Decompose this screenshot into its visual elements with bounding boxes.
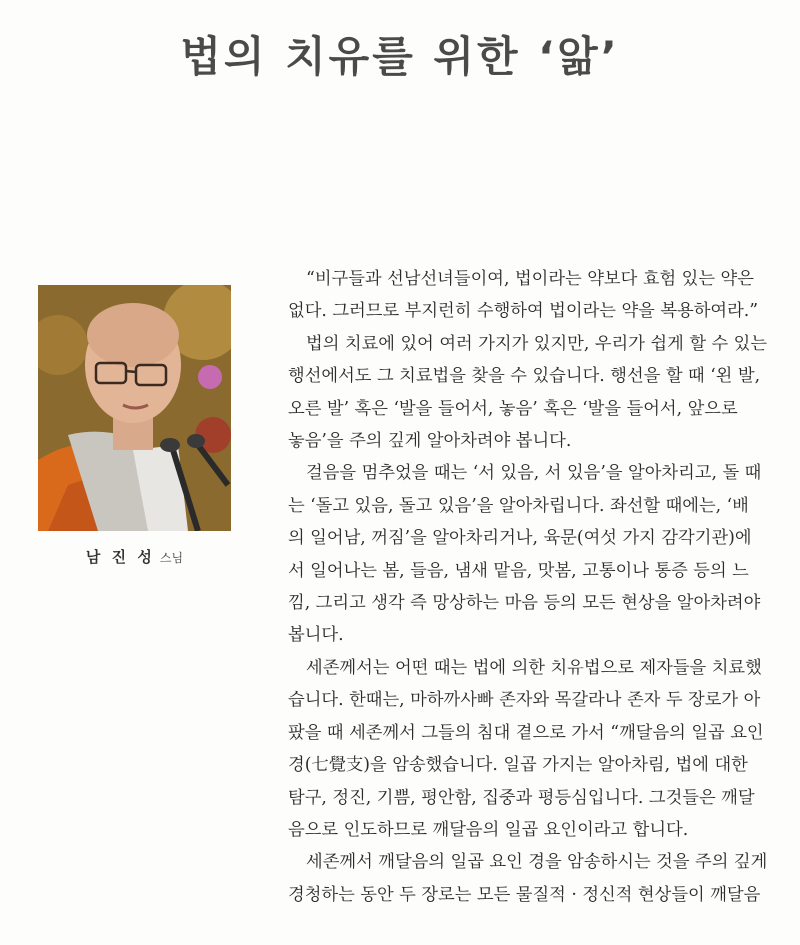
body-line: 걸음을 멈추었을 때는 ‘서 있음, 서 있음’을 알아차리고, 돌 때	[306, 463, 762, 484]
body-line: 세존께서는 어떤 때는 법에 의한 치유법으로 제자들을 치료했	[306, 657, 762, 678]
author-suffix: 스님	[159, 551, 184, 565]
article-body	[288, 263, 783, 911]
body-line: 행선에서도 그 치료법을 찾을 수 있습니다. 행선을 할 때 ‘왼 발,	[288, 366, 761, 387]
page-title: 법의 치유를 위한 ‘앎’	[180, 32, 620, 81]
body-line: 는 ‘돌고 있음, 돌고 있음’을 알아차립니다. 좌선할 때에는, ‘배	[288, 495, 749, 516]
body-line: “비구들과 선남선녀들이여, 법이라는 약보다 효험 있는 약은	[306, 269, 754, 289]
body-line: 없다. 그러므로 부지런히 수행하여 법이라는 약을 복용하여라.”	[288, 301, 759, 322]
body-line: 낌, 그리고 생각 즉 망상하는 마음 등의 모든 현상을 알아차려야	[288, 593, 761, 614]
body-line: 경청하는 동안 두 장로는 모든 물질적 · 정신적 현상들이 깨달음	[288, 884, 761, 905]
body-line: 서 일어나는 봄, 들음, 냄새 맡음, 맛봄, 고통이나 통증 등의 느	[288, 560, 749, 581]
author-caption	[38, 546, 231, 567]
body-line: 팠을 때 세존께서 그들의 침대 곁으로 가서 “깨달음의 일곱 요인	[288, 722, 764, 743]
body-line: 봅니다.	[288, 625, 344, 646]
body-line: 세존께서 깨달음의 일곱 요인 경을 암송하시는 것을 주의 깊게	[306, 852, 768, 873]
body-line: 놓음’을 주의 깊게 알아차려야 봅니다.	[288, 431, 572, 452]
monk-portrait-image	[38, 285, 231, 531]
body-line: 법의 치료에 있어 여러 가지가 있지만, 우리가 쉽게 할 수 있는	[306, 333, 768, 354]
body-line: 의 일어남, 꺼짐’을 알아차리거나, 육문(여섯 가지 감각기관)에	[288, 528, 752, 549]
body-line: 음으로 인도하므로 깨달음의 일곱 요인이라고 합니다.	[288, 819, 689, 840]
body-line: 오른 발’ 혹은 ‘발을 들어서, 놓음’ 혹은 ‘발을 들어서, 앞으로	[288, 398, 738, 419]
author-photo	[38, 285, 231, 531]
author-name: 남 진 성	[85, 548, 155, 566]
body-line: 탐구, 정진, 기쁨, 평안함, 집중과 평등심입니다. 그것들은 깨달	[288, 787, 755, 808]
body-line: 경(七覺支)을 암송했습니다. 일곱 가지는 알아차림, 법에 대한	[288, 755, 748, 776]
body-line: 습니다. 한때는, 마하까사빠 존자와 목갈라나 존자 두 장로가 아	[288, 690, 761, 711]
